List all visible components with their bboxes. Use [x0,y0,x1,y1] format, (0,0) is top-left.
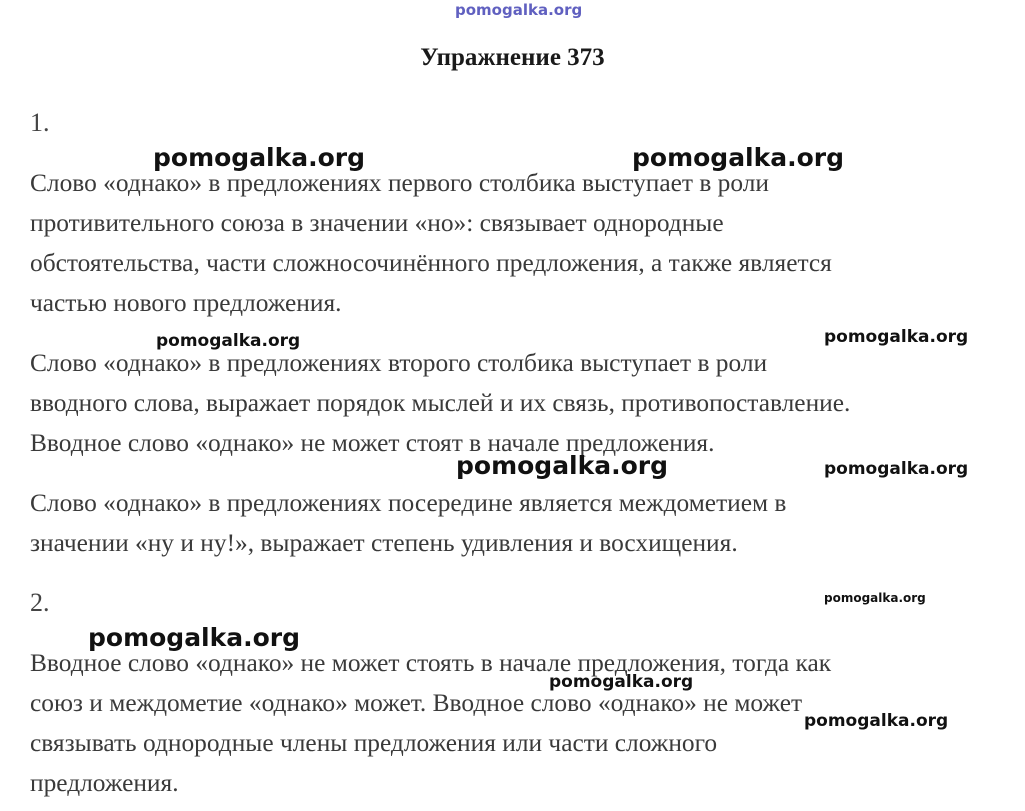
watermark: pomogalka.org [824,327,969,347]
header-watermark: pomogalka.org [455,1,583,19]
text-line: Слово «однако» в предложениях первого столбика выступает в роли [30,169,769,197]
text-line: предложения. [30,769,179,797]
page-title: Упражнение 373 [420,44,605,71]
text-line: обстоятельства, части сложносочинённого предложения, а также является [30,249,832,277]
text-line: Вводное слово «однако» не может стоят в начале предложения. [30,429,715,457]
text-line: противительного союза в значении «но»: связывает однородные [30,209,724,237]
watermark: pomogalka.org [549,672,694,692]
watermark: pomogalka.org [632,143,845,172]
text-line: вводного слова, выражает порядок мыслей и их связь, противопоставление. [30,389,851,417]
text-line: связывать однородные члены предложения или части сложного [30,729,718,757]
text-line: Вводное слово «однако» не может стоять в начале предложения, тогда как [30,649,832,677]
text-line: значении «ну и ну!», выражает степень удивления и восхищения. [30,529,738,557]
watermark: pomogalka.org [88,623,301,652]
text-line: союз и междометие «однако» может. Вводное слово «однако» не может [30,689,803,717]
section-number-1: 1. [30,108,50,137]
watermark: pomogalka.org [456,451,669,480]
watermark: pomogalka.org [824,459,969,479]
section-number-2: 2. [30,588,50,617]
text-line: частью нового предложения. [30,289,342,317]
paragraph-1-3 [30,483,1020,563]
watermark: pomogalka.org [804,711,949,731]
paragraph-1-2 [30,343,1020,463]
watermark: pomogalka.org [153,143,366,172]
watermark: pomogalka.org [824,591,926,605]
text-line: Слово «однако» в предложениях посередине является междометием в [30,489,787,517]
watermark: pomogalka.org [156,331,301,351]
text-line: Слово «однако» в предложениях второго столбика выступает в роли [30,349,768,377]
paragraph-1-1 [30,163,1020,323]
